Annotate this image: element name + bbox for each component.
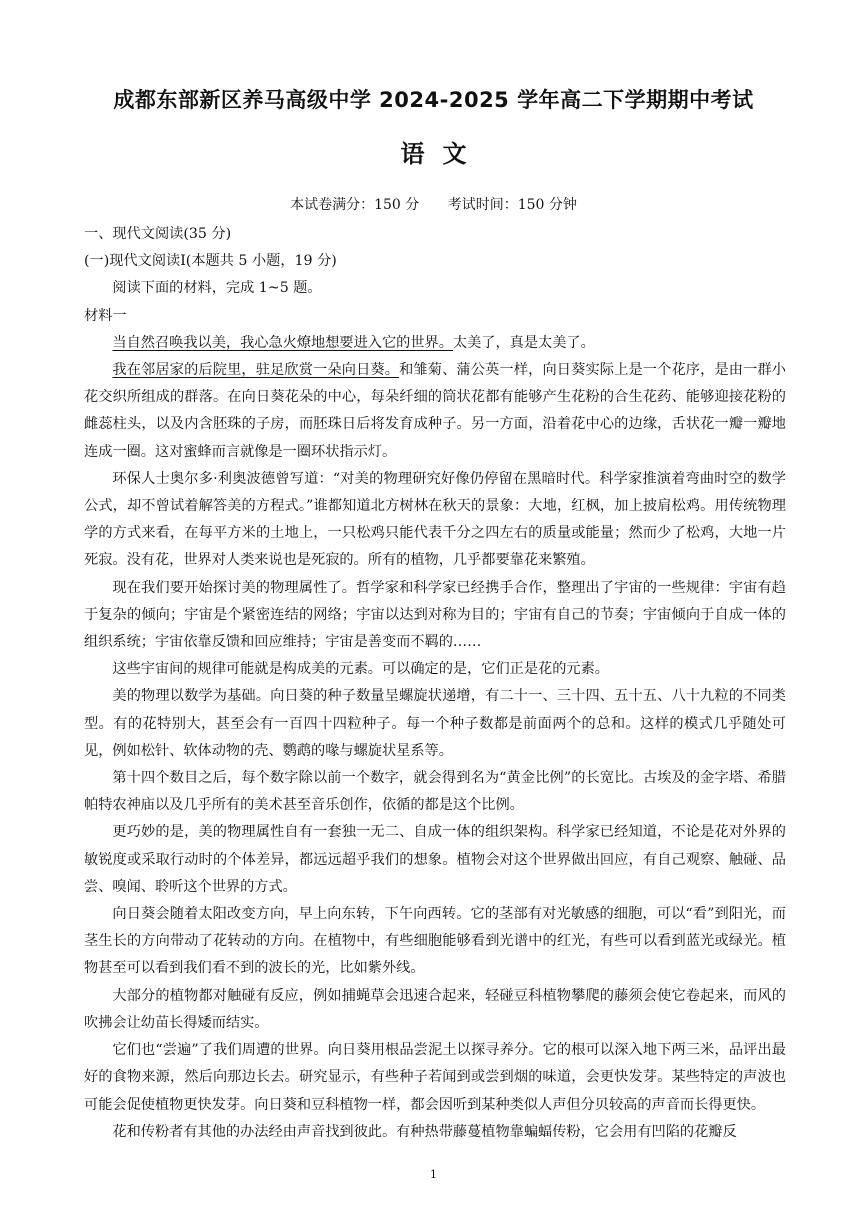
material-label: 材料一 [84, 307, 127, 324]
paragraph-2 [84, 357, 786, 466]
section-heading: 一、现代文阅读(35 分) [84, 226, 232, 242]
paragraph-text: 和雏菊、蒲公英一样，向日葵实际上是一个花序，是由一群小花交织所组成的群落。在向日葵花朵的中心，每朵纤细的筒状花都有能够产生花粉的合生花药、能够迎接花粉的雌蕊柱头，以及内含胚珠的子房，而胚珠日后将发育成种子。另一方面，沿着花中心的边缘，舌状花一瓣一瓣地连成一圈。这对蜜蜂而言就像是一圈环状指示灯。 [84, 362, 786, 460]
paragraph-12: 花和传粉者有其他的办法经由声音找到彼此。有种热带藤蔓植物靠蝙蝠传粉，它会用有凹陷的花瓣反 [112, 1123, 737, 1140]
exam-meta [0, 194, 867, 214]
paragraph-8: 更巧妙的是，美的物理属性自有一套独一无二、自成一体的组织架构。科学家已经知道，不论是花对外界的敏锐度或采取行动时的个体差异，都远远超乎我们的想象。植物会对这个世界做出回应，有自己观察、触碰、品尝、嗅闻、聆听这个世界的方式。 [84, 824, 786, 895]
paragraph-4: 现在我们要开始探讨美的物理属性了。哲学家和科学家已经携手合作，整理出了宇宙的一些规律：宇宙有趋于复杂的倾向；宇宙是个紧密连结的网络；宇宙以达到对称为目的；宇宙有自己的节奏；宇宙倾向于自成一体的组织系统；宇宙依靠反馈和回应维持；宇宙是善变而不羁的…… [84, 579, 786, 651]
paragraph-10: 大部分的植物都对触碰有反应，例如捕蝇草会迅速合起来，轻碰豆科植物攀爬的藤须会使它卷起来，而风的吹拂会让幼苗长得矮而结实。 [84, 987, 786, 1031]
paragraph-text: 太美了，真是太美了。 [452, 334, 595, 351]
subject-title: 语文 [400, 140, 485, 168]
exam-time: 考试时间：150 分钟 [447, 197, 577, 213]
paragraph-9: 向日葵会随着太阳改变方向，早上向东转，下午向西转。它的茎部有对光敏感的细胞，可以“看”到阳光，而茎生长的方向带动了花转动的方向。在植物中，有些细胞能够看到光谱中的红光，有些可以看到蓝光或绿光。植物甚至可以看到我们看不到的波长的光，比如紫外线。 [84, 906, 786, 977]
paragraph-1 [84, 330, 786, 357]
paragraph-11: 它们也“尝遍”了我们周遭的世界。向日葵用根品尝泥土以探寻养分。它的根可以深入地下两三米，品评出最好的食物来源，然后向那边长去。研究显示，有些种子若闻到或尝到烟的味道，会更快发芽。某些特定的声波也可能会促使植物更快发芽。向日葵和豆科植物一样，都会因听到某种类似人声但分贝较高的声音而长得更快。 [84, 1042, 786, 1113]
total-score: 本试卷满分：150 分 [290, 197, 420, 213]
underlined-sentence: 我在邻居家的后院里，驻足欣赏一朵向日葵。 [112, 362, 400, 379]
paragraph-7: 第十四个数目之后，每个数字除以前一个数字，就会得到名为“黄金比例”的长宽比。古埃及的金字塔、希腊帕特农神庙以及几乎所有的美术甚至音乐创作，依循的都是这个比例。 [84, 770, 786, 814]
section-instruction: 阅读下面的材料，完成 1~5 题。 [112, 280, 322, 297]
reading-section [84, 221, 786, 1146]
paragraph-5: 这些宇宙间的规律可能就是构成美的元素。可以确定的是，它们正是花的元素。 [112, 661, 609, 678]
underlined-sentence: 当自然召唤我以美，我心急火燎地想要进入它的世界。 [112, 334, 453, 351]
page-number: 1 [430, 1168, 437, 1181]
paragraph-6: 美的物理以数学为基础。向日葵的种子数量呈螺旋状递增，有二十一、三十四、五十五、八十九粒的不同类型。有的花特别大，甚至会有一百四十四粒种子。每一个种子数都是前面两个的总和。这样的模式几乎随处可见，例如松针、软体动物的壳、鹦鹉的喙与螺旋状星系等。 [84, 688, 786, 759]
paragraph-3: 环保人士奥尔多·利奥波德曾写道：“对美的物理研究好像仍停留在黑暗时代。科学家推演着弯曲时空的数学公式，却不曾试着解答美的方程式。”谁都知道北方树林在秋天的景象：大地，红枫，加上披肩松鸡。用传统物理学的方式来看，在每平方米的土地上，一只松鸡只能代表千分之四左右的质量或能量；然而少了松鸡，大地一片死寂。没有花，世界对人类来说也是死寂的。所有的植物，几乎都要靠花来繁殖。 [84, 470, 786, 569]
section-subheading: (一)现代文阅读Ⅰ(本题共 5 小题，19 分) [84, 253, 337, 270]
exam-title: 成都东部新区养马高级中学 2024-2025 学年高二下学期期中考试 [113, 88, 754, 112]
